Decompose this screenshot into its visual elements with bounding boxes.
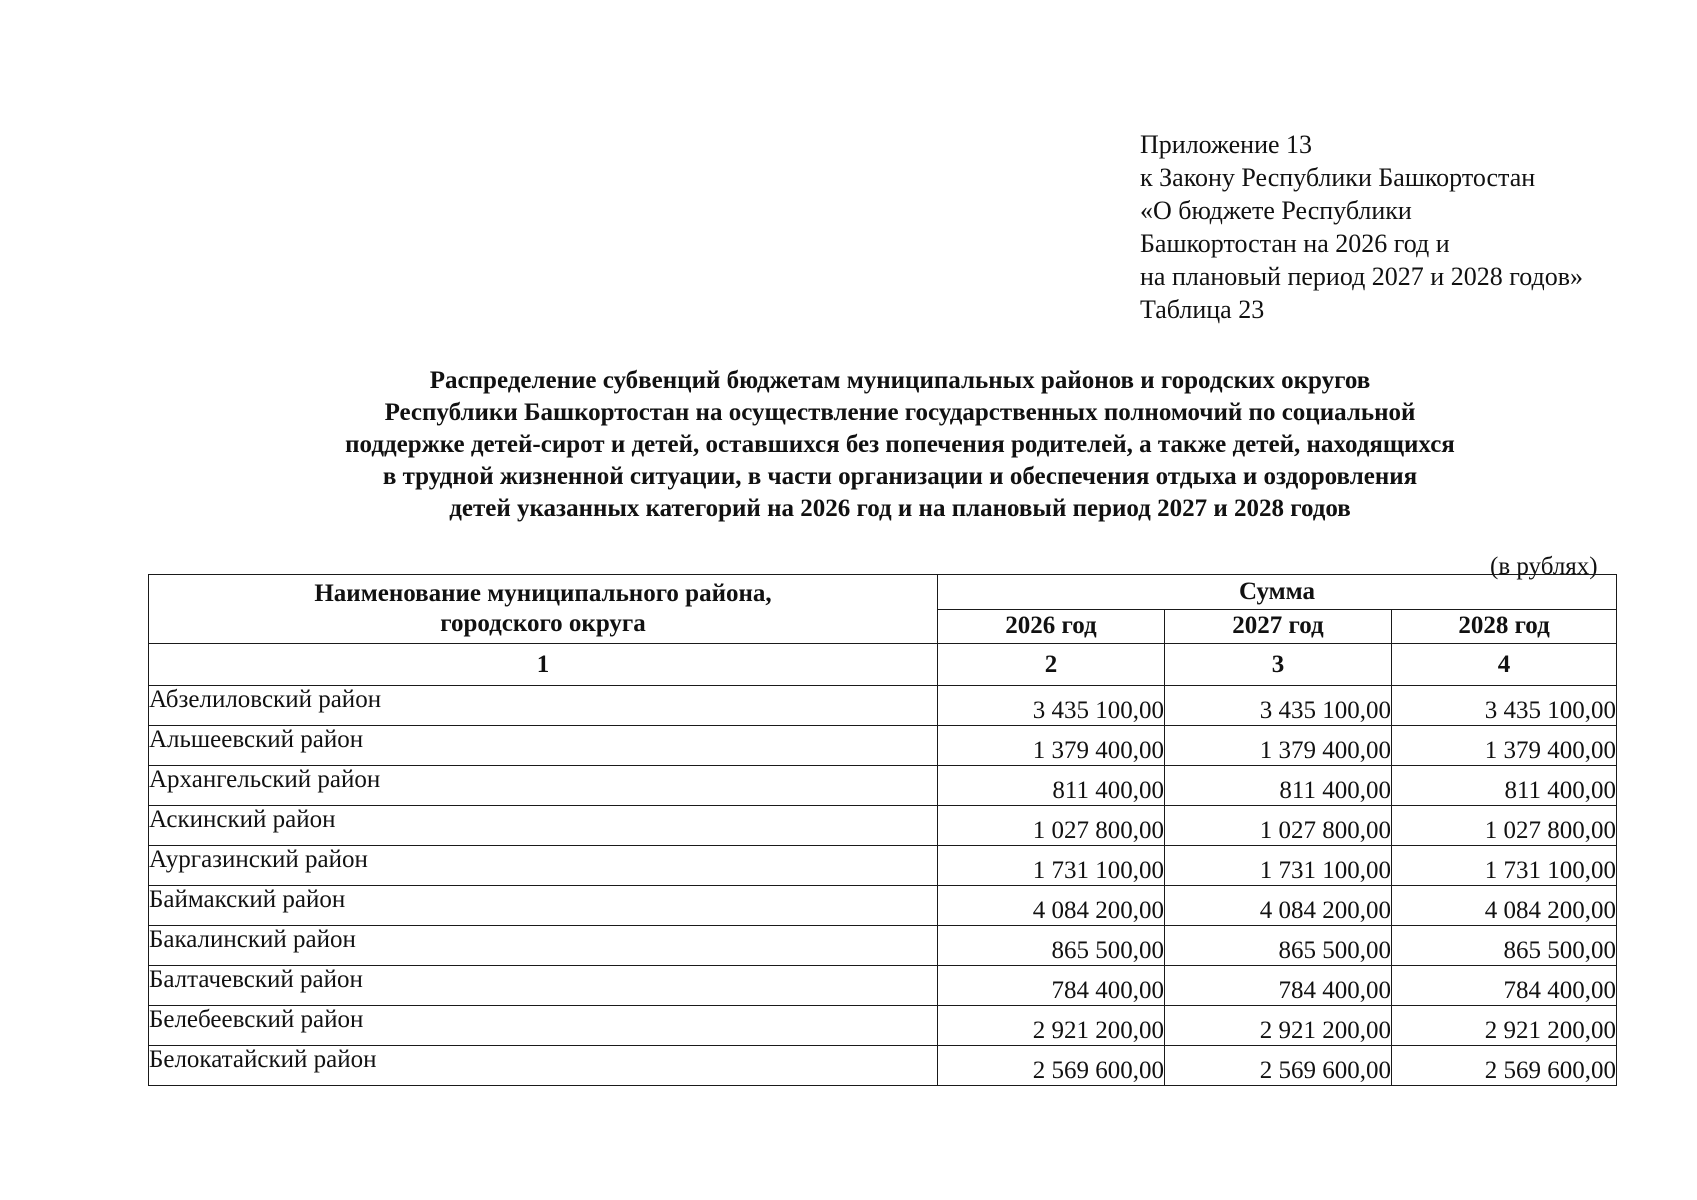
amount-2027: 1 731 100,00 bbox=[1165, 846, 1392, 886]
appendix-line: к Закону Республики Башкортостан bbox=[1140, 163, 1536, 192]
amount-2026: 2 921 200,00 bbox=[938, 1006, 1165, 1046]
amount-2026: 1 731 100,00 bbox=[938, 846, 1165, 886]
column-number: 4 bbox=[1392, 644, 1617, 686]
amount-2028: 2 569 600,00 bbox=[1392, 1046, 1617, 1086]
amount-2028: 4 084 200,00 bbox=[1392, 886, 1617, 926]
amount-2028: 1 731 100,00 bbox=[1392, 846, 1617, 886]
appendix-line: «О бюджете Республики bbox=[1140, 196, 1412, 225]
unit-note: (в рублях) bbox=[1490, 553, 1598, 580]
table-row bbox=[149, 886, 1617, 926]
column-number: 2 bbox=[938, 644, 1165, 686]
amount-2027: 1 027 800,00 bbox=[1165, 806, 1392, 846]
subvention-table bbox=[148, 574, 1617, 1086]
amount-2026: 1 379 400,00 bbox=[938, 726, 1165, 766]
amount-2026: 1 027 800,00 bbox=[938, 806, 1165, 846]
district-name: Аургазинский район bbox=[149, 846, 938, 886]
appendix-line: Башкортостан на 2026 год и bbox=[1140, 229, 1450, 258]
table-row bbox=[149, 926, 1617, 966]
column-number: 3 bbox=[1165, 644, 1392, 686]
table-row bbox=[149, 806, 1617, 846]
district-name: Альшеевский район bbox=[149, 726, 938, 766]
amount-2027: 2 921 200,00 bbox=[1165, 1006, 1392, 1046]
amount-2027: 3 435 100,00 bbox=[1165, 686, 1392, 726]
header-year-2028: 2028 год bbox=[1392, 609, 1617, 644]
appendix-reference bbox=[1140, 128, 1583, 326]
amount-2027: 811 400,00 bbox=[1165, 766, 1392, 806]
district-name: Балтачевский район bbox=[149, 966, 938, 1006]
title-line: детей указанных категорий на 2026 год и на плановый период 2027 и 2028 годов bbox=[449, 495, 1351, 522]
title-line: поддержке детей-сирот и детей, оставшихся без попечения родителей, а также детей, находящихся bbox=[345, 431, 1455, 458]
table-number: Таблица 23 bbox=[1140, 295, 1265, 324]
district-name: Белокатайский район bbox=[149, 1046, 938, 1086]
amount-2028: 811 400,00 bbox=[1392, 766, 1617, 806]
district-name: Абзелиловский район bbox=[149, 686, 938, 726]
amount-2026: 784 400,00 bbox=[938, 966, 1165, 1006]
table-row bbox=[149, 726, 1617, 766]
amount-2027: 4 084 200,00 bbox=[1165, 886, 1392, 926]
appendix-line: на плановый период 2027 и 2028 годов» bbox=[1140, 262, 1583, 291]
title-line: в трудной жизненной ситуации, в части организации и обеспечения отдыха и оздоровления bbox=[382, 463, 1418, 490]
district-name: Бакалинский район bbox=[149, 926, 938, 966]
amount-2028: 784 400,00 bbox=[1392, 966, 1617, 1006]
table-row bbox=[149, 966, 1617, 1006]
title-line: Распределение субвенций бюджетам муниципальных районов и городских округов bbox=[429, 367, 1371, 394]
amount-2027: 784 400,00 bbox=[1165, 966, 1392, 1006]
amount-2028: 1 027 800,00 bbox=[1392, 806, 1617, 846]
header-name-cell bbox=[149, 575, 938, 644]
amount-2027: 1 379 400,00 bbox=[1165, 726, 1392, 766]
amount-2026: 2 569 600,00 bbox=[938, 1046, 1165, 1086]
amount-2027: 2 569 600,00 bbox=[1165, 1046, 1392, 1086]
amount-2027: 865 500,00 bbox=[1165, 926, 1392, 966]
table-row bbox=[149, 1046, 1617, 1086]
table-row bbox=[149, 686, 1617, 726]
title-line: Республики Башкортостан на осуществление государственных полномочий по социальной bbox=[384, 399, 1416, 426]
district-name: Белебеевский район bbox=[149, 1006, 938, 1046]
amount-2026: 811 400,00 bbox=[938, 766, 1165, 806]
amount-2026: 3 435 100,00 bbox=[938, 686, 1165, 726]
table-row bbox=[149, 846, 1617, 886]
header-year-2026: 2026 год bbox=[938, 609, 1165, 644]
amount-2026: 4 084 200,00 bbox=[938, 886, 1165, 926]
table-row bbox=[149, 766, 1617, 806]
document-title bbox=[200, 365, 1600, 525]
amount-2026: 865 500,00 bbox=[938, 926, 1165, 966]
district-name: Баймакский район bbox=[149, 886, 938, 926]
header-sum: Сумма bbox=[938, 575, 1617, 610]
amount-2028: 1 379 400,00 bbox=[1392, 726, 1617, 766]
table-row bbox=[149, 1006, 1617, 1046]
amount-2028: 2 921 200,00 bbox=[1392, 1006, 1617, 1046]
district-name: Аскинский район bbox=[149, 806, 938, 846]
header-year-2027: 2027 год bbox=[1165, 609, 1392, 644]
appendix-line: Приложение 13 bbox=[1140, 130, 1313, 159]
district-name: Архангельский район bbox=[149, 766, 938, 806]
header-name-line1: Наименование муниципального района, bbox=[314, 580, 772, 607]
amount-2028: 3 435 100,00 bbox=[1392, 686, 1617, 726]
amount-2028: 865 500,00 bbox=[1392, 926, 1617, 966]
column-number: 1 bbox=[149, 644, 938, 686]
header-name-line2: городского округа bbox=[440, 610, 646, 637]
